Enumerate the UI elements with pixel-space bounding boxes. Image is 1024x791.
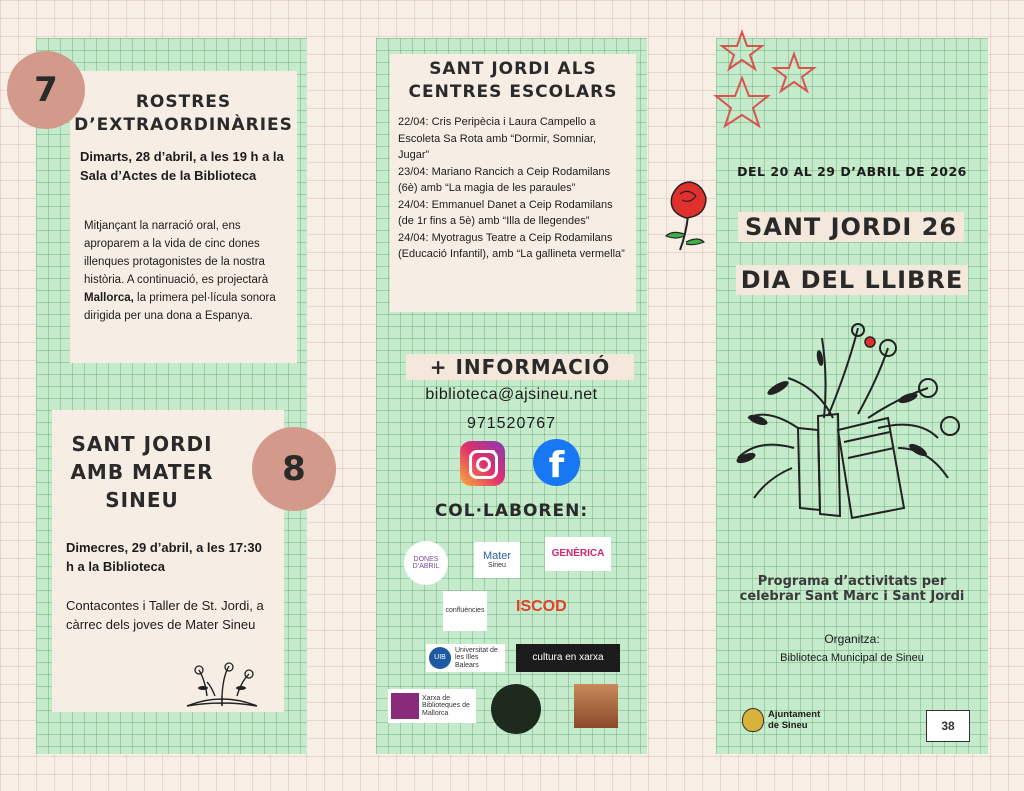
event-number-7: 7 bbox=[7, 51, 85, 129]
organitza-label: Organitza: bbox=[824, 632, 880, 646]
collab-title: COL·LABOREN: bbox=[434, 501, 589, 521]
event-when-rostres: Dimarts, 28 d’abril, a les 19 h a la Sala d’Actes de la Biblioteca bbox=[80, 149, 284, 183]
logo-cultura-en-xarxa: cultura en xarxa bbox=[516, 644, 620, 672]
event-title-rostres: ROSTRES D’EXTRAORDINÀRIES bbox=[74, 92, 293, 135]
contact-phone[interactable]: 971520767 bbox=[466, 415, 557, 432]
event-card-rostres bbox=[70, 71, 297, 363]
logo-dark-circle bbox=[491, 684, 541, 734]
logo-generica: GENÈRICA bbox=[545, 537, 611, 571]
event-title-mater: SANT JORDI AMB MATER SINEU bbox=[70, 432, 214, 512]
contact-email[interactable]: biblioteca@ajsineu.net bbox=[425, 386, 598, 403]
event-desc-mater: Contacontes i Taller de St. Jordi, a càrrec dels joves de Mater Sineu bbox=[66, 598, 264, 632]
panel-right bbox=[716, 38, 988, 754]
logo-confluencies: confluències bbox=[443, 591, 487, 631]
school-item: 23/04: Mariano Rancich a Ceip Rodamilans (6è) amb “La magia de les paraules” bbox=[398, 165, 611, 194]
main-title-1: SANT JORDI 26 bbox=[744, 213, 958, 241]
facebook-icon[interactable]: f bbox=[533, 439, 580, 486]
rose-icon bbox=[658, 176, 718, 256]
panel-left bbox=[36, 38, 307, 754]
schools-list bbox=[398, 114, 628, 263]
logo-xarxa-biblioteques: Xarxa de Biblioteques de Mallorca bbox=[388, 689, 476, 723]
logo-iscod: ISCOD bbox=[516, 598, 567, 615]
logo-uib: UIB Universitat de les Illes Balears bbox=[426, 644, 505, 672]
logo-dones-abril: DONES D’ABRIL bbox=[404, 541, 448, 585]
biblioteca-badge-logo: 38 bbox=[926, 710, 970, 742]
main-title-2: DIA DEL LLIBRE bbox=[740, 266, 964, 294]
logo-photo bbox=[574, 684, 618, 728]
dates-label: DEL 20 AL 29 D’ABRIL DE 2026 bbox=[737, 164, 967, 179]
coat-of-arms-icon bbox=[742, 708, 764, 732]
event-desc-rostres: Mitjançant la narració oral, ens aproparem a la vida de cinc dones illenques protagonistes de la nostra història. A continuació, es projectarà Mallorca, la primera pel·lícula sonora dirigida per una dona a Espanya. bbox=[84, 220, 276, 322]
ajuntament-logo: Ajuntament de Sineu bbox=[742, 708, 832, 732]
panel-middle bbox=[376, 38, 647, 754]
event-card-mater bbox=[52, 410, 284, 712]
schools-card bbox=[390, 54, 636, 312]
info-title: + INFORMACIÓ bbox=[429, 355, 611, 379]
logo-mater: Mater Sineu bbox=[474, 542, 520, 578]
event-when-mater: Dimecres, 29 d’abril, a les 17:30 h a la Biblioteca bbox=[66, 540, 262, 574]
school-item: 24/04: Myotragus Teatre a Ceip Rodamilans (Educació Infantil), amb “La gallineta vermella” bbox=[398, 231, 625, 260]
schools-title: SANT JORDI ALS CENTRES ESCOLARS bbox=[408, 59, 618, 102]
event-number-8: 8 bbox=[252, 427, 336, 511]
stars-icon bbox=[702, 26, 822, 136]
organitza-value: Biblioteca Municipal de Sineu bbox=[780, 652, 924, 664]
school-item: 22/04: Cris Peripècia i Laura Campello a Escoleta Sa Rota amb “Dormir, Somniar, Jugar” bbox=[398, 116, 597, 161]
open-book-flowers-icon bbox=[177, 662, 267, 712]
program-subtitle: Programa d’activitats per celebrar Sant Marc i Sant Jordi bbox=[739, 574, 965, 604]
books-flowers-icon bbox=[728, 318, 968, 528]
school-item: 24/04: Emmanuel Danet a Ceip Rodamilans (de 1r fins a 5è) amb “Illa de llegendes” bbox=[398, 198, 613, 227]
instagram-icon[interactable] bbox=[460, 441, 505, 486]
